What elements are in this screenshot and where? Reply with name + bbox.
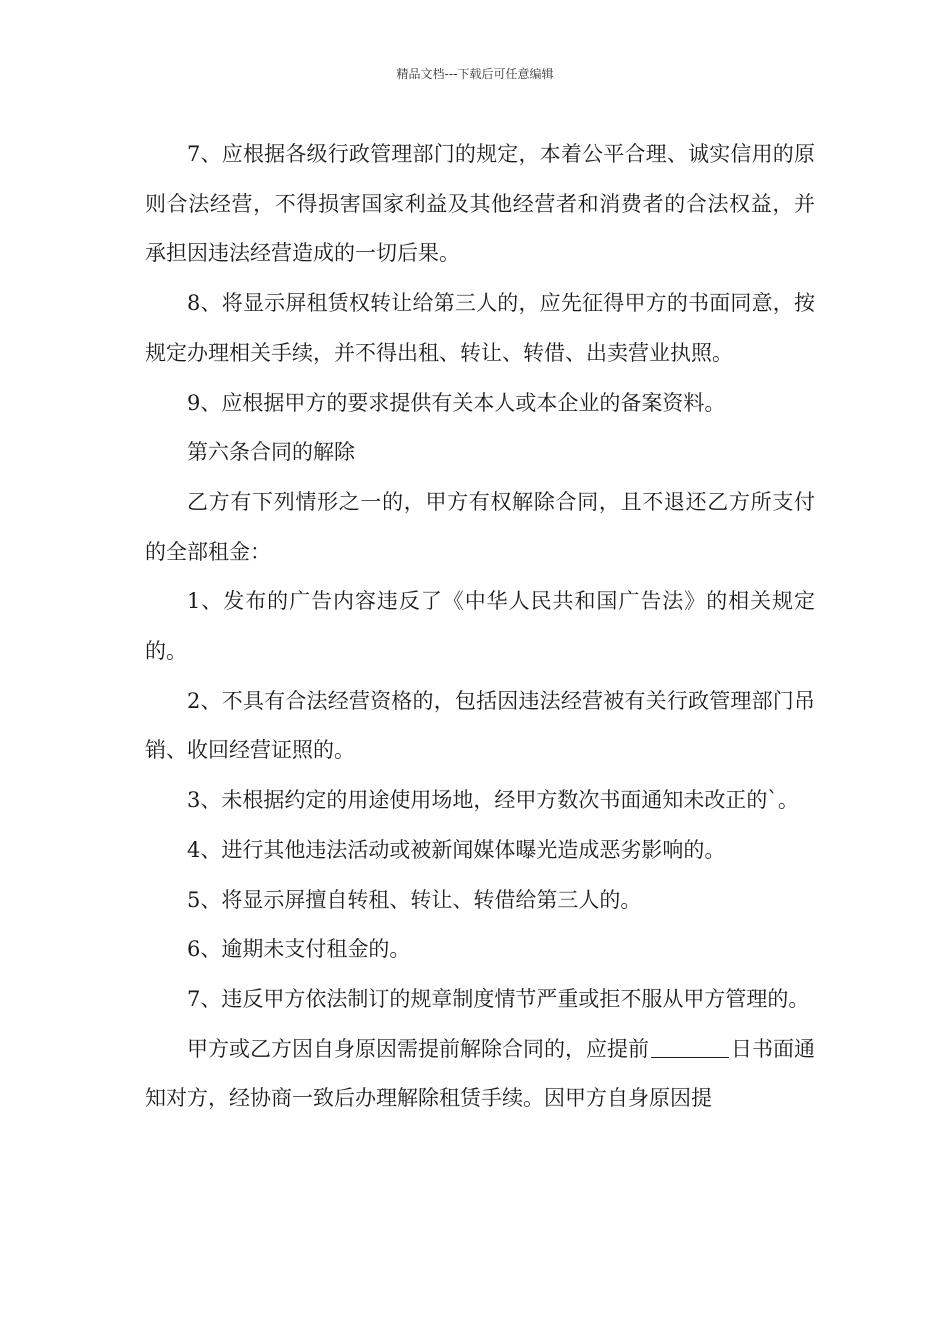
early-termination-paragraph: [145, 1025, 815, 1124]
clause-9-filing-materials: 9、应根据甲方的要求提供有关本人或本企业的备案资料。: [187, 390, 726, 415]
termination-item-5: 5、将显示屏擅自转租、转让、转借给第三人的。: [187, 887, 642, 912]
termination-item-1: 1、发布的广告内容违反了《中华人民共和国广告法》的相关规定的。: [145, 589, 815, 664]
termination-item-2: 2、不具有合法经营资格的，包括因违法经营被有关行政管理部门吊销、收回经营证照的。: [145, 688, 815, 763]
clause-8-lease-transfer: 8、将显示屏租赁权转让给第三人的，应先征得甲方的书面同意，按规定办理相关手续，并不得出租、转让、转借、出卖营业执照。: [145, 291, 815, 365]
document-body: [145, 130, 815, 1124]
termination-intro: 乙方有下列情形之一的，甲方有权解除合同，且不退还乙方所支付的全部租金：: [145, 489, 815, 564]
termination-item-3: 3、未根据约定的用途使用场地，经甲方数次书面通知未改正的`。: [187, 788, 799, 813]
early-termination-text-end: 日书面通知对方，经协商一致后办理解除租赁手续。因甲方自身原因提: [145, 1036, 815, 1111]
clause-7-lawful-operation: 7、应根据各级行政管理部门的规定，本着公平合理、诚实信用的原则合法经营，不得损害国家利益及其他经营者和消费者的合法权益，并承担因违法经营造成的一切后果。: [145, 142, 815, 266]
article-6-heading: 第六条合同的解除: [187, 440, 355, 465]
termination-item-6: 6、逾期未支付租金的。: [187, 937, 411, 962]
days-blank-field: [651, 1035, 729, 1058]
termination-item-4: 4、进行其他违法活动或被新闻媒体曝光造成恶劣影响的。: [187, 837, 726, 862]
early-termination-text-start: 甲方或乙方因自身原因需提前解除合同的，应提前: [187, 1036, 649, 1061]
termination-item-7: 7、违反甲方依法制订的规章制度情节严重或拒不服从甲方管理的。: [187, 986, 810, 1011]
page-header: 精品文档---下载后可任意编辑: [396, 67, 554, 81]
